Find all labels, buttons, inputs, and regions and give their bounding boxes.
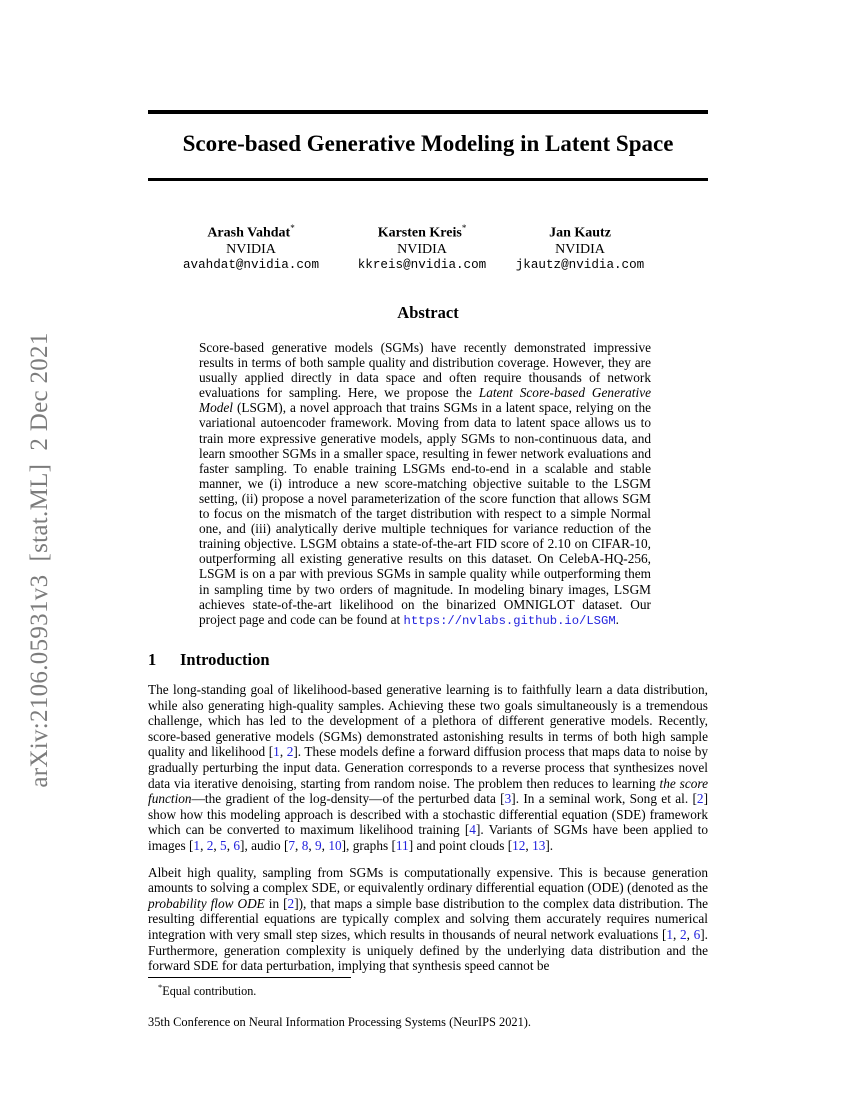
text-segment: ]. These models define a forward diffusion process that maps data to noise by gradually perturbing the input data. Generation corresponds to a reverse process that synthesizes novel data via iterative denoising, starting from random noise. The problem then reduces to learning <box>148 744 709 791</box>
section-number: 1 <box>148 650 157 669</box>
text-segment: , <box>321 837 329 853</box>
introduction-text <box>148 682 708 985</box>
citation-link[interactable]: 11 <box>395 837 409 853</box>
author-name <box>342 220 502 242</box>
author-mark: * <box>461 223 467 233</box>
author-email: kkreis@nvidia.com <box>357 257 487 272</box>
author-name-text: Arash Vahdat <box>207 225 291 241</box>
author-name-text: Jan Kautz <box>549 225 611 241</box>
text-segment: The long-standing goal of likelihood-based generative learning is to faithfully learn a data distribution, while also generating high-quality samples. Achieving these two goals simultaneously is a tremendous challenge, which has led to the development of a plethora of different generative models. Recently, score-based generative models (SGMs) demonstrated astonishing results in terms of both high sample quality and likelihood [ <box>148 682 708 760</box>
author-mark: * <box>290 223 295 233</box>
citation-link[interactable]: 2 <box>206 837 214 853</box>
citation-link[interactable]: 12 <box>512 837 526 853</box>
author-affiliation: NVIDIA <box>226 241 276 257</box>
citation-link[interactable]: 13 <box>532 837 546 853</box>
citation-link[interactable]: 3 <box>504 791 512 807</box>
text-segment: ] show how this modeling approach is described with a stochastic differential equation (SDE) framework which can be converted to maximum likelihood training [ <box>148 791 708 838</box>
author-block-2 <box>342 220 502 273</box>
text-segment: , <box>673 926 680 942</box>
author-email: jkautz@nvidia.com <box>515 257 645 272</box>
footnote-marker: * <box>158 982 163 992</box>
author-email: avahdat@nvidia.com <box>182 257 320 272</box>
citation-link[interactable]: 2 <box>287 895 295 911</box>
intro-paragraph-2 <box>148 865 708 974</box>
citation-link[interactable]: 2 <box>286 744 294 760</box>
text-segment: (LSGM), a novel approach that trains SGMs in a latent space, relying on the variational autoencoder framework. Moving from data to latent space allows us to train more expressive generative models, apply SGMs to non-continuous data, and learn smoother SGMs in a smaller space, resulting in fewer network evaluations and faster sampling. To enable training LSGMs end-to-end in a scalable and stable manner, we (i) introduce a new score-matching objective suitable to the LSGM setting, (ii) propose a novel parameterization of the score function that allows SGM to focus on the mismatch of the target distribution with respect to a simple Normal one, and (iii) analytically derive multiple techniques for variance reduction of the training objective. LSGM obtains a state-of-the-art FID score of 2.10 on CIFAR-10, outperforming all existing generative results on this dataset. On CelebA-HQ-256, LSGM is on a par with previous SGMs in sample quality while outperforming them in sampling time by two orders of magnitude. In modeling binary images, LSGM achieves state-of-the-art likelihood on the binarized OMNIGLOT dataset. Our project page and code can be found at <box>199 400 651 627</box>
footnote <box>148 982 708 999</box>
footer-conference-note: 35th Conference on Neural Information Processing Systems (NeurIPS 2021). <box>148 1015 532 1029</box>
abstract-body <box>199 340 651 629</box>
author-name-text: Karsten Kreis <box>377 225 462 241</box>
text-segment: , <box>686 926 694 942</box>
author-name <box>500 220 660 242</box>
text-segment: in [ <box>264 895 288 911</box>
text-segment: ], audio [ <box>240 837 289 853</box>
text-segment: ], graphs [ <box>341 837 396 853</box>
author-name <box>171 220 331 242</box>
text-segment: ] and point clouds [ <box>408 837 513 853</box>
paper-title: Score-based Generative Modeling in Latent Space <box>182 131 674 156</box>
text-segment: probability flow ODE <box>148 895 265 911</box>
text-segment: , <box>295 837 302 853</box>
text-segment: the score function <box>148 775 708 807</box>
footnote-rule <box>148 977 351 978</box>
text-segment: , <box>213 837 221 853</box>
text-segment: , <box>525 837 533 853</box>
text-segment: , <box>226 837 234 853</box>
text-segment: ]), that maps a simple base distribution to the complex data distribution. The resulting differential equations are typically complex and solving them accurately requires numerical integration with very small step sizes, which results in thousands of neural network evaluations [ <box>148 895 708 942</box>
text-segment: . <box>615 611 619 627</box>
text-segment: Latent Score-based Generative Model <box>199 385 651 416</box>
text-segment: Score-based generative models (SGMs) have recently demonstrated impressive results in terms of both sample quality and distribution coverage. However, they are usually applied directly in data space and often require thousands of network evaluations for sampling. Here, we propose the <box>199 340 651 401</box>
author-affiliation: NVIDIA <box>397 241 447 257</box>
footnote-text: Equal contribution. <box>162 984 257 999</box>
citation-link[interactable]: 1 <box>273 744 280 760</box>
project-url-link[interactable]: https://nvlabs.github.io/LSGM <box>403 613 616 628</box>
arxiv-watermark: arXiv:2106.05931v3 [stat.ML] 2 Dec 2021 <box>26 332 53 788</box>
text-segment: —the gradient of the log-density—of the perturbed data [ <box>191 791 505 807</box>
citation-link[interactable]: 8 <box>301 837 309 853</box>
section-heading-introduction <box>148 650 270 670</box>
text-segment: , <box>279 744 287 760</box>
abstract-heading: Abstract <box>397 303 459 322</box>
text-segment: ]. Variants of SGMs have been applied to images [ <box>148 822 709 853</box>
citation-link[interactable]: 10 <box>328 837 342 853</box>
text-segment: ]. In a seminal work, Song et al. [ <box>511 791 697 807</box>
text-segment: , <box>308 837 316 853</box>
citation-link[interactable]: 1 <box>666 926 674 942</box>
intro-paragraph-1 <box>148 682 708 854</box>
author-block-3 <box>500 220 660 273</box>
title-rule-top <box>148 110 708 114</box>
text-segment: ]. Furthermore, generation complexity is uniquely defined by the underlying data distribution and the forward SDE for data perturbation, implying that synthesis speed cannot be <box>148 926 708 974</box>
title-rule-bottom <box>148 178 708 181</box>
citation-link[interactable]: 5 <box>220 837 227 853</box>
citation-link[interactable]: 2 <box>696 791 704 807</box>
citation-link[interactable]: 6 <box>233 837 241 853</box>
citation-link[interactable]: 4 <box>469 822 476 838</box>
text-segment: ]. <box>545 837 554 853</box>
author-block-1 <box>171 220 331 273</box>
text-segment: Albeit high quality, sampling from SGMs is computationally expensive. This is because generation amounts to solving a complex SDE, or equivalently ordinary differential equation (ODE) (denoted as the <box>148 864 708 896</box>
citation-link[interactable]: 9 <box>315 837 322 853</box>
citation-link[interactable]: 6 <box>693 926 701 942</box>
section-title: Introduction <box>180 650 270 669</box>
citation-link[interactable]: 2 <box>679 926 687 942</box>
author-affiliation: NVIDIA <box>555 241 605 257</box>
citation-link[interactable]: 7 <box>288 837 296 853</box>
citation-link[interactable]: 1 <box>193 837 201 853</box>
text-segment: , <box>200 837 207 853</box>
